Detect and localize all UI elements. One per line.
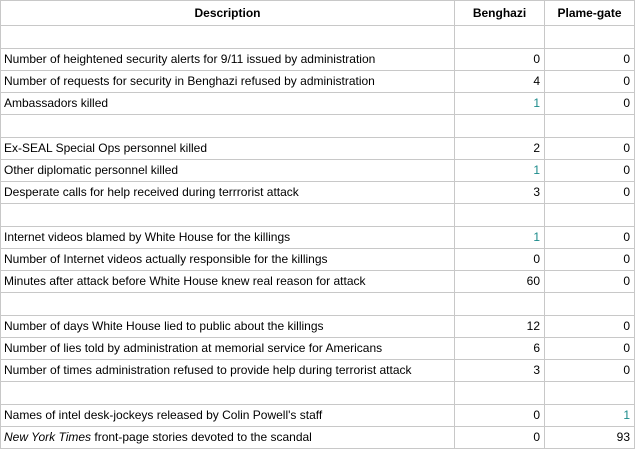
benghazi-cell[interactable]: 12	[455, 316, 545, 338]
plamegate-cell[interactable]: 0	[545, 182, 635, 204]
benghazi-cell[interactable]: 0	[455, 427, 545, 449]
plamegate-cell[interactable]: 0	[545, 93, 635, 115]
description-text: front-page stories devoted to the scandal	[91, 430, 312, 444]
description-cell[interactable]: Number of lies told by administration at memorial service for Americans	[1, 338, 455, 360]
table-row	[1, 360, 635, 382]
description-cell[interactable]: Ex-SEAL Special Ops personnel killed	[1, 138, 455, 160]
benghazi-cell[interactable]: 60	[455, 271, 545, 293]
benghazi-cell[interactable]: 0	[455, 249, 545, 271]
plamegate-cell[interactable]: 0	[545, 138, 635, 160]
plamegate-cell[interactable]: 0	[545, 316, 635, 338]
description-cell[interactable]: Other diplomatic personnel killed	[1, 160, 455, 182]
empty-cell[interactable]	[545, 26, 635, 49]
table-row	[1, 227, 635, 249]
empty-cell[interactable]	[1, 382, 455, 405]
benghazi-cell[interactable]: 1	[455, 160, 545, 182]
newspaper-name: New York Times	[4, 430, 92, 444]
table-row	[1, 405, 635, 427]
empty-row	[1, 382, 635, 405]
table-row	[1, 138, 635, 160]
plamegate-cell[interactable]: 0	[545, 338, 635, 360]
empty-row	[1, 26, 635, 49]
table-row	[1, 338, 635, 360]
plamegate-cell[interactable]: 0	[545, 71, 635, 93]
benghazi-cell[interactable]: 0	[455, 405, 545, 427]
empty-cell[interactable]	[455, 382, 545, 405]
benghazi-cell[interactable]: 0	[455, 49, 545, 71]
description-cell[interactable]: Number of requests for security in Benghazi refused by administration	[1, 71, 455, 93]
empty-cell[interactable]	[1, 204, 455, 227]
table-row	[1, 49, 635, 71]
benghazi-cell[interactable]: 1	[455, 93, 545, 115]
table-row	[1, 71, 635, 93]
table-row	[1, 316, 635, 338]
empty-cell[interactable]	[545, 115, 635, 138]
plamegate-cell[interactable]: 0	[545, 227, 635, 249]
header-benghazi[interactable]: Benghazi	[455, 1, 545, 26]
description-cell[interactable]: Number of times administration refused to provide help during terrorist attack	[1, 360, 455, 382]
benghazi-cell[interactable]: 2	[455, 138, 545, 160]
description-cell[interactable]: Desperate calls for help received during terrrorist attack	[1, 182, 455, 204]
description-cell[interactable]: Minutes after attack before White House knew real reason for attack	[1, 271, 455, 293]
plamegate-cell[interactable]: 0	[545, 249, 635, 271]
empty-cell[interactable]	[455, 204, 545, 227]
benghazi-cell[interactable]: 3	[455, 360, 545, 382]
empty-cell[interactable]	[545, 293, 635, 316]
empty-row	[1, 115, 635, 138]
plamegate-cell[interactable]: 1	[545, 405, 635, 427]
empty-row	[1, 204, 635, 227]
benghazi-cell[interactable]: 6	[455, 338, 545, 360]
header-description[interactable]: Description	[1, 1, 455, 26]
benghazi-cell[interactable]: 4	[455, 71, 545, 93]
description-cell[interactable]: Number of days White House lied to public about the killings	[1, 316, 455, 338]
empty-cell[interactable]	[1, 293, 455, 316]
plamegate-cell[interactable]: 0	[545, 160, 635, 182]
table-row	[1, 93, 635, 115]
description-cell[interactable]: Number of Internet videos actually responsible for the killings	[1, 249, 455, 271]
benghazi-cell[interactable]: 1	[455, 227, 545, 249]
description-cell[interactable]: Names of intel desk-jockeys released by Colin Powell's staff	[1, 405, 455, 427]
empty-cell[interactable]	[455, 293, 545, 316]
plamegate-cell[interactable]: 0	[545, 360, 635, 382]
empty-cell[interactable]	[545, 382, 635, 405]
plamegate-cell[interactable]: 93	[545, 427, 635, 449]
description-cell[interactable]: Internet videos blamed by White House for the killings	[1, 227, 455, 249]
table-row	[1, 249, 635, 271]
table-row	[1, 182, 635, 204]
empty-cell[interactable]	[455, 115, 545, 138]
description-cell[interactable]: Number of heightened security alerts for 9/11 issued by administration	[1, 49, 455, 71]
table-row	[1, 427, 635, 449]
empty-cell[interactable]	[455, 26, 545, 49]
benghazi-cell[interactable]: 3	[455, 182, 545, 204]
empty-row	[1, 293, 635, 316]
header-plamegate[interactable]: Plame-gate	[545, 1, 635, 26]
header-row	[1, 1, 635, 26]
plamegate-cell[interactable]: 0	[545, 271, 635, 293]
description-cell[interactable]: Ambassadors killed	[1, 93, 455, 115]
table-row	[1, 160, 635, 182]
table-row	[1, 271, 635, 293]
plamegate-cell[interactable]: 0	[545, 49, 635, 71]
empty-cell[interactable]	[1, 115, 455, 138]
empty-cell[interactable]	[1, 26, 455, 49]
description-cell[interactable]	[1, 427, 455, 449]
empty-cell[interactable]	[545, 204, 635, 227]
